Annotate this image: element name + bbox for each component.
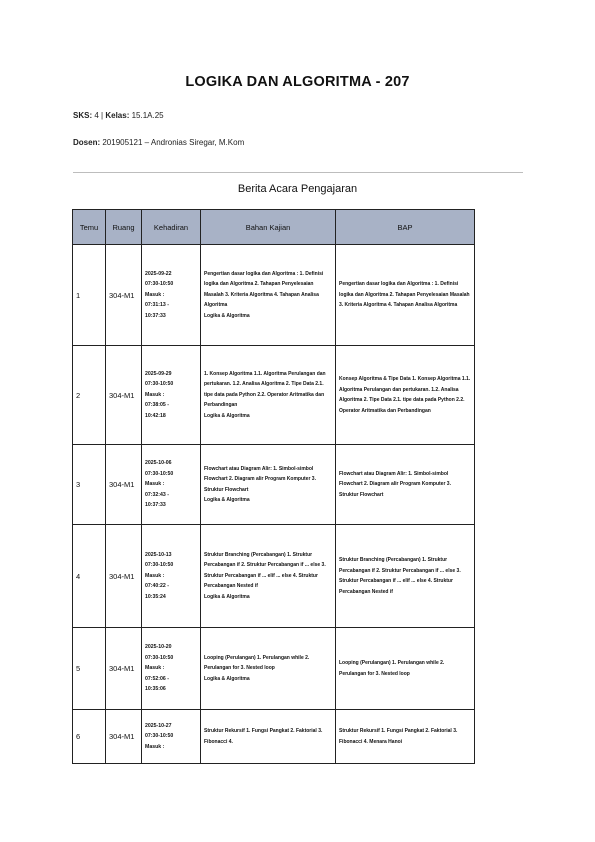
kehadiran-line: Masuk :: [145, 572, 165, 579]
table-row: [73, 628, 475, 710]
kehadiran-line: 07:32:43 -: [145, 491, 169, 498]
kehadiran-line: 07:31:13 -: [145, 302, 169, 309]
kehadiran-line: 07:30-10:50: [145, 562, 174, 569]
cell-temu: 5: [73, 628, 106, 710]
bahan-line: Logika & Algoritma: [204, 497, 250, 503]
table-row: [73, 445, 475, 525]
kehadiran-line: Masuk :: [145, 391, 165, 398]
cell-bahan-kajian: [201, 525, 336, 628]
kehadiran-line: 2025-10-13: [145, 551, 172, 558]
cell-bahan-kajian: [201, 710, 336, 764]
cell-kehadiran: [142, 710, 201, 764]
cell-bahan-kajian: [201, 445, 336, 525]
kehadiran-line: 07:30-10:50: [145, 733, 174, 740]
table-header-row: [73, 210, 475, 245]
kehadiran-line: 10:42:18: [145, 412, 166, 419]
kehadiran-line: 10:35:24: [145, 593, 166, 600]
table-row: [73, 245, 475, 346]
cell-bahan-kajian: [201, 346, 336, 445]
cell-bap: [336, 245, 475, 346]
cell-bap: [336, 445, 475, 525]
col-header-bahan-kajian: Bahan Kajian: [201, 210, 336, 245]
bap-line: Konsep Algoritma & Tipe Data 1. Konsep Algoritma 1.1. Algoritma Perulangan dan pertukaran. 1.2. Analisa Algoritma 2. Tipe Data 2.1. tipe data pada Python 2.2. Operator Aritmatika dan Perbandingan: [339, 376, 471, 414]
cell-bap: [336, 346, 475, 445]
kehadiran-line: 07:30-10:50: [145, 281, 174, 288]
kehadiran-line: Masuk :: [145, 481, 165, 488]
kehadiran-line: Masuk :: [145, 291, 165, 298]
cell-ruang: 304-M1: [106, 525, 142, 628]
col-header-ruang: Ruang: [106, 210, 142, 245]
cell-ruang: 304-M1: [106, 710, 142, 764]
bahan-line: Logika & Algoritma: [204, 593, 250, 600]
bap-line: Struktur Rekursif 1. Fungsi Pangkat 2. Faktorial 3. Fibonacci 4. Menara Hanoi: [339, 728, 458, 745]
kehadiran-line: 2025-10-20: [145, 644, 172, 651]
kehadiran-line: 10:37:33: [145, 312, 166, 319]
col-header-temu: Temu: [73, 210, 106, 245]
cell-kehadiran: [142, 346, 201, 445]
kehadiran-line: Masuk :: [145, 743, 165, 750]
cell-kehadiran: [142, 628, 201, 710]
kehadiran-line: 07:52:06 -: [145, 675, 169, 682]
kehadiran-line: 07:30-10:50: [145, 654, 174, 661]
cell-bahan-kajian: [201, 628, 336, 710]
bap-line: Flowchart atau Diagram Alir: 1. Simbol-simbol Flowchart 2. Diagram alir Program Komputer 3. Struktur Flowchart: [339, 470, 451, 498]
divider: [73, 172, 523, 173]
bahan-line: Struktur Branching (Percabangan) 1. Struktur Percabangan if 2. Struktur Percabangan if ... else 3. Struktur Percabangan if ... elif ... else 4. Struktur Percabangan Nested if: [204, 551, 326, 590]
table-row: [73, 525, 475, 628]
cell-kehadiran: [142, 445, 201, 525]
table-body: [73, 245, 475, 764]
sks-value: 4 |: [94, 111, 106, 120]
cell-temu: 6: [73, 710, 106, 764]
kehadiran-line: 2025-09-22: [145, 270, 172, 277]
bahan-line: Logika & Algoritma: [204, 312, 250, 319]
cell-bap: [336, 525, 475, 628]
cell-bap: [336, 710, 475, 764]
kehadiran-line: 2025-10-06: [145, 460, 172, 467]
bahan-line: Flowchart atau Diagram Alir: 1. Simbol-simbol Flowchart 2. Diagram alir Program Komputer 3. Struktur Flowchart: [204, 465, 316, 493]
cell-ruang: 304-M1: [106, 346, 142, 445]
cell-bap: [336, 628, 475, 710]
bahan-line: Logika & Algoritma: [204, 675, 250, 682]
kelas-label: Kelas:: [105, 111, 130, 120]
bap-line: Struktur Branching (Percabangan) 1. Struktur Percabangan if 2. Struktur Percabangan if ... else 3. Struktur Percabangan if ... elif ... else 4. Struktur Percabangan Nested if: [339, 557, 461, 595]
kehadiran-line: Masuk :: [145, 665, 165, 672]
table-row: [73, 346, 475, 445]
kehadiran-line: 07:40:22 -: [145, 583, 169, 590]
bahan-line: Looping (Perulangan) 1. Perulangan while 2. Perulangan for 3. Nested loop: [204, 654, 310, 672]
cell-kehadiran: [142, 525, 201, 628]
col-header-kehadiran: Kehadiran: [142, 210, 201, 245]
kehadiran-line: 2025-09-29: [145, 370, 172, 377]
lecturer-line: [73, 138, 244, 147]
cell-kehadiran: [142, 245, 201, 346]
course-title: LOGIKA DAN ALGORITMA - 207: [185, 74, 410, 90]
bahan-line: Pengertian dasar logika dan Algoritma : 1. Definisi logika dan Algoritma 2. Tahapan Penyelesaian Masalah 3. Kriteria Algoritma 4. Tahapan Analisa Algoritma: [204, 270, 324, 309]
course-meta-line: [73, 111, 164, 120]
kehadiran-line: 07:38:05 -: [145, 402, 169, 409]
kehadiran-line: 2025-10-27: [145, 722, 172, 729]
kehadiran-line: 10:37:33: [145, 502, 166, 509]
kelas-value: 15.1A.25: [131, 111, 164, 120]
bap-line: Looping (Perulangan) 1. Perulangan while 2. Perulangan for 3. Nested loop: [339, 660, 445, 677]
bahan-line: Struktur Rekursif 1. Fungsi Pangkat 2. Faktorial 3. Fibonacci 4.: [204, 728, 323, 745]
cell-temu: 4: [73, 525, 106, 628]
bahan-line: Logika & Algoritma: [204, 412, 250, 419]
col-header-bap: BAP: [336, 210, 475, 245]
cell-ruang: 304-M1: [106, 628, 142, 710]
bap-line: Pengertian dasar logika dan Algoritma : 1. Definisi logika dan Algoritma 2. Tahapan Penyelesaian Masalah 3. Kriteria Algoritma 4. Tahapan Analisa Algoritma: [339, 281, 470, 309]
cell-temu: 2: [73, 346, 106, 445]
kehadiran-line: 07:30-10:50: [145, 470, 174, 477]
kehadiran-line: 07:30-10:50: [145, 381, 174, 388]
cell-bahan-kajian: [201, 245, 336, 346]
cell-temu: 3: [73, 445, 106, 525]
cell-temu: 1: [73, 245, 106, 346]
sks-label: SKS:: [73, 111, 93, 120]
cell-ruang: 304-M1: [106, 445, 142, 525]
dosen-label: Dosen:: [73, 138, 101, 147]
cell-ruang: 304-M1: [106, 245, 142, 346]
table-row: [73, 710, 475, 764]
bahan-line: 1. Konsep Algoritma 1.1. Algoritma Perulangan dan pertukaran. 1.2. Analisa Algoritma 2. Tipe Data 2.1. tipe data pada Python 2.2. Operator Aritmatika dan Perbandingan: [204, 370, 326, 409]
bap-table: [72, 209, 475, 764]
section-title: Berita Acara Pengajaran: [237, 183, 358, 195]
dosen-value: 201905121 – Andronias Siregar, M.Kom: [102, 138, 245, 147]
kehadiran-line: 10:35:06: [145, 686, 166, 693]
